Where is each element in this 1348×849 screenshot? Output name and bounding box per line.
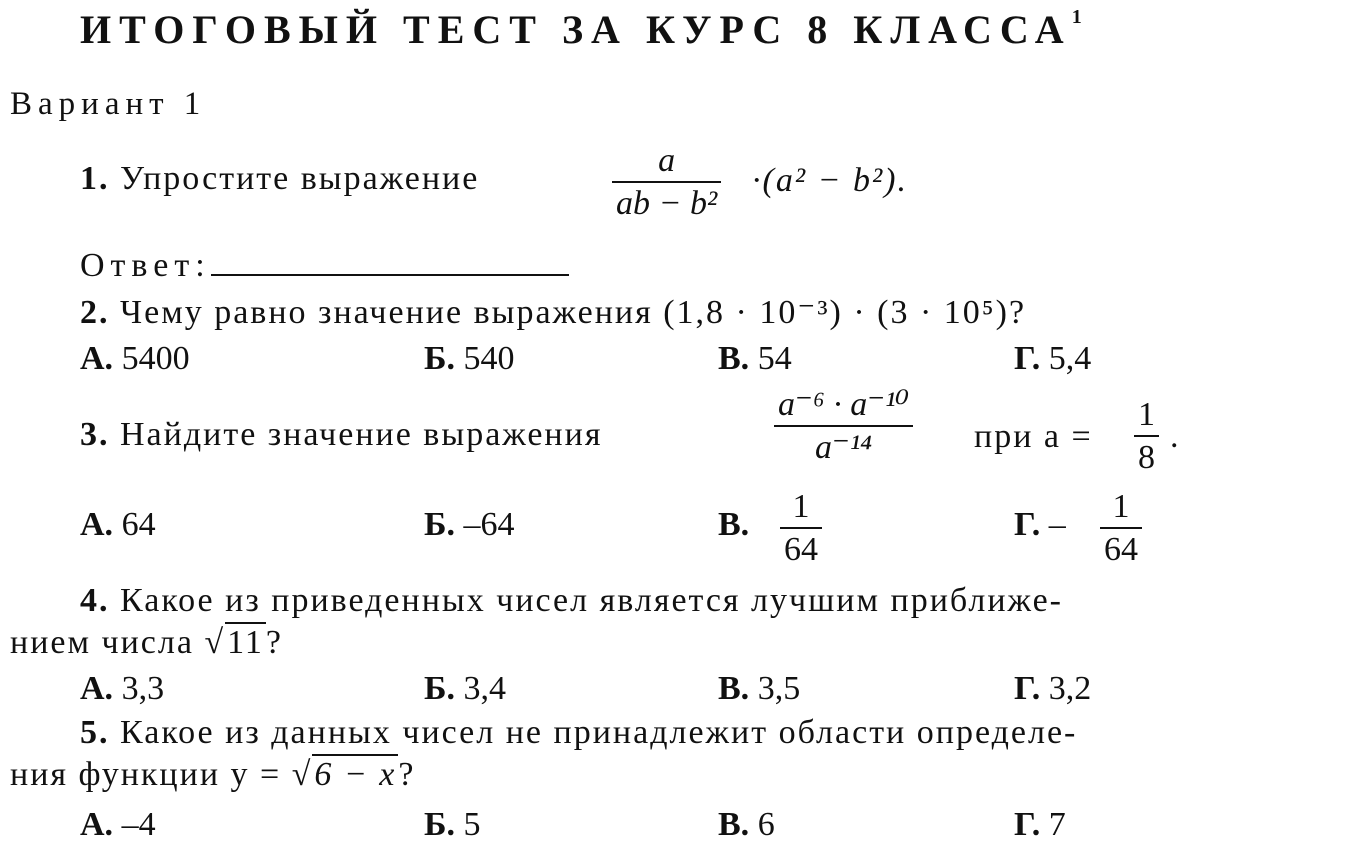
fraction-denominator: ab − b²	[616, 185, 718, 223]
q5-option-d[interactable]: Г. 7	[1014, 806, 1066, 843]
fraction-numerator: 1	[1138, 396, 1155, 433]
q4-option-b[interactable]: Б. 3,4	[424, 670, 506, 707]
q5-option-c[interactable]: В. 6	[718, 806, 775, 843]
variant-label: Вариант 1	[10, 86, 207, 122]
title-footnote-mark: 1	[1071, 5, 1082, 28]
question-text: Найдите значение выражения	[120, 416, 603, 453]
question-4-cont: нием числа √11?	[10, 624, 283, 661]
q3-option-b[interactable]: Б. –64	[424, 506, 515, 543]
question-text: Какое из приведенных чисел является лучшим приближе-	[120, 582, 1063, 619]
q3-end: .	[1170, 418, 1181, 455]
question-1	[80, 160, 479, 198]
fraction-denominator: a⁻¹⁴	[815, 429, 872, 467]
answer-field[interactable]	[80, 244, 569, 285]
fraction-denominator: 64	[784, 531, 818, 569]
q3-option-c[interactable]: В.	[718, 506, 750, 543]
question-number: 3.	[80, 416, 110, 453]
radicand: 6 − x	[314, 756, 397, 793]
radicand: 11	[227, 624, 264, 661]
question-text: Упростите выражение	[120, 160, 480, 197]
q5-option-a[interactable]: А. –4	[80, 806, 156, 843]
question-3	[80, 416, 602, 454]
question-2	[80, 292, 1026, 332]
answer-label: Ответ:	[80, 247, 211, 284]
q1-tail: ·(a² − b²).	[752, 162, 908, 199]
q2-option-c[interactable]: В. 54	[718, 340, 792, 377]
fraction-numerator: 1	[792, 488, 810, 525]
q2-option-d[interactable]: Г. 5,4	[1014, 340, 1092, 377]
q3-a-value	[1134, 396, 1159, 477]
q3-option-d-fraction[interactable]	[1100, 488, 1142, 569]
question-number: 5.	[80, 714, 110, 751]
question-number: 2.	[80, 294, 110, 331]
q2-option-a[interactable]: А. 5400	[80, 340, 190, 377]
q3-condition: при a =	[974, 418, 1093, 455]
question-text: Какое из данных чисел не принадлежит области определе-	[120, 714, 1078, 751]
answer-blank[interactable]	[211, 244, 569, 276]
q3-option-c-fraction[interactable]	[780, 488, 822, 569]
q5-option-b[interactable]: Б. 5	[424, 806, 481, 843]
q1-fraction	[612, 142, 721, 223]
page-title	[80, 6, 1082, 53]
question-text: Чему равно значение выражения (1,8 · 10⁻³) · (3 · 10⁵)?	[120, 294, 1027, 331]
question-5	[80, 714, 1077, 752]
fraction-numerator: 1	[1112, 488, 1130, 525]
q3-option-a[interactable]: А. 64	[80, 506, 156, 543]
fraction-denominator: 64	[1104, 531, 1138, 569]
fraction-numerator: a⁻⁶ · a⁻¹⁰	[778, 386, 910, 423]
question-4	[80, 582, 1063, 620]
q2-option-b[interactable]: Б. 540	[424, 340, 515, 377]
title-text: ИТОГОВЫЙ ТЕСТ ЗА КУРС 8 КЛАССА	[80, 7, 1072, 52]
question-5-cont: ния функции y = √6 − x?	[10, 756, 416, 793]
fraction-numerator: a	[658, 142, 676, 179]
question-number: 1.	[80, 160, 110, 197]
q4-option-d[interactable]: Г. 3,2	[1014, 670, 1092, 707]
q3-fraction	[774, 386, 913, 467]
fraction-denominator: 8	[1138, 439, 1155, 477]
q3-option-d[interactable]: Г. –	[1014, 506, 1066, 543]
q4-option-c[interactable]: В. 3,5	[718, 670, 801, 707]
question-number: 4.	[80, 582, 110, 619]
q4-option-a[interactable]: А. 3,3	[80, 670, 165, 707]
